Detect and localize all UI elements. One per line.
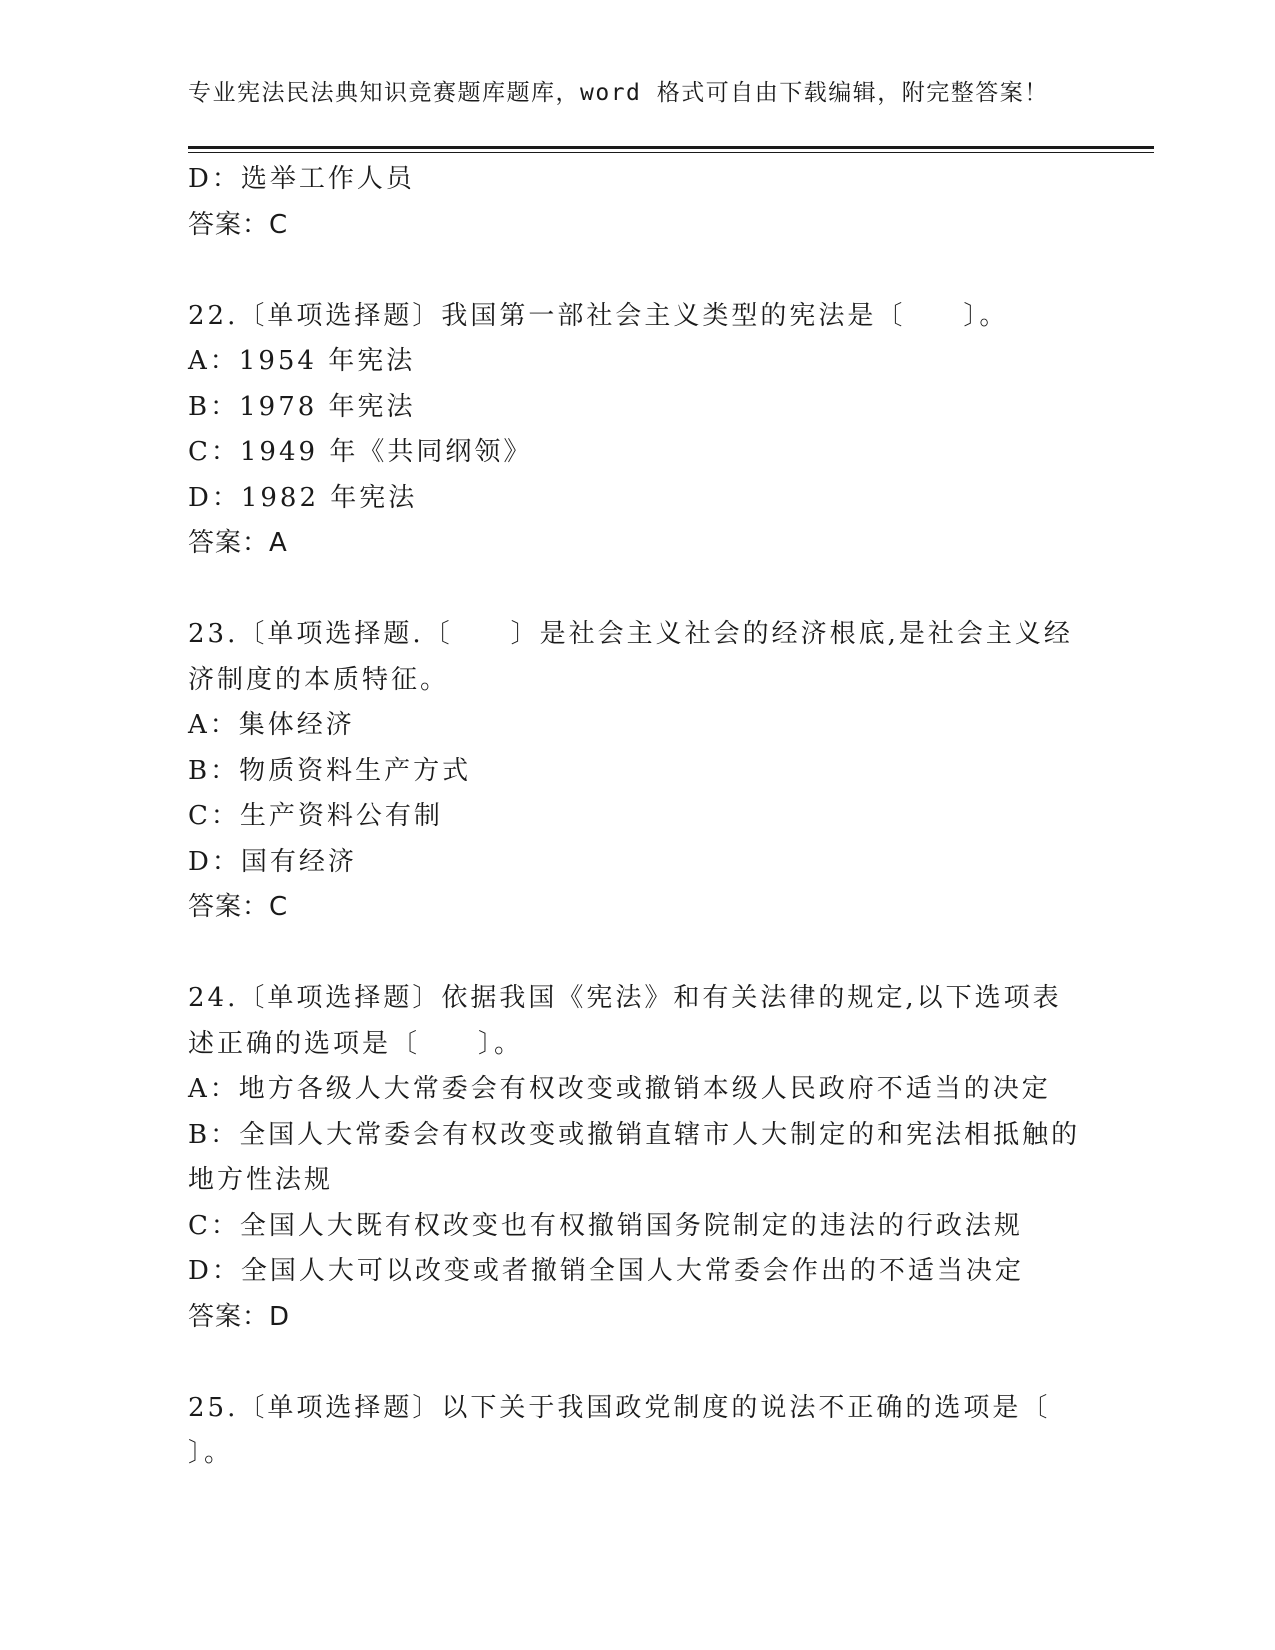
- q24-option-b-line2: 地方性法规: [188, 1165, 334, 1195]
- header-rule-thin: [188, 152, 1154, 153]
- q23-option-a: A：集体经济: [188, 710, 355, 740]
- q24-option-b-line1: B：全国人大常委会有权改变或撤销直辖市人大制定的和宪法相抵触的: [188, 1119, 1081, 1150]
- q22-answer: 答案：A: [188, 528, 288, 558]
- q22-option-c: C：1949 年《共同纲领》: [188, 437, 533, 467]
- q21-answer: 答案：C: [188, 209, 289, 240]
- spacer: [188, 248, 1088, 294]
- page-header: 专业宪法民法典知识竞赛题库题库，word 格式可自由下载编辑，附完整答案！: [188, 80, 1049, 106]
- q23-option-c: C：生产资料公有制: [188, 801, 443, 831]
- header-rule-thick: [188, 146, 1154, 149]
- spacer: [188, 567, 1088, 613]
- q24-stem-line1: 24.〔单项选择题〕依据我国《宪法》和有关法律的规定,以下选项表: [188, 983, 1062, 1013]
- q21-option-d: D：选举工作人员: [188, 164, 415, 194]
- q23-stem-line2: 济制度的本质特征。: [188, 664, 450, 695]
- q24-answer: 答案：D: [188, 1301, 291, 1332]
- q22-option-b: B：1978 年宪法: [188, 391, 416, 422]
- q24-option-a: A：地方各级人大常委会有权改变或撤销本级人民政府不适当的决定: [188, 1074, 1051, 1104]
- q24-option-c: C：全国人大既有权改变也有权撤销国务院制定的违法的行政法规: [188, 1210, 1023, 1241]
- q24-stem-line2: 述正确的选项是〔 〕。: [188, 1028, 524, 1059]
- question-list: [188, 157, 1088, 1477]
- q24-option-d: D：全国人大可以改变或者撤销全国人大常委会作出的不适当决定: [188, 1256, 1024, 1286]
- q22-option-d: D：1982 年宪法: [188, 482, 418, 513]
- spacer: [188, 1340, 1088, 1386]
- q23-option-d: D：国有经济: [188, 846, 357, 877]
- q25-stem-line1: 25.〔单项选择题〕以下关于我国政党制度的说法不正确的选项是〔: [188, 1392, 1051, 1423]
- q23-answer: 答案：C: [188, 892, 289, 922]
- q25-stem-line2: 〕。: [188, 1438, 234, 1468]
- spacer: [188, 931, 1088, 977]
- q23-option-b: B：物质资料生产方式: [188, 755, 472, 786]
- q22-option-a: A：1954 年宪法: [188, 346, 416, 376]
- q22-stem: 22.〔单项选择题〕我国第一部社会主义类型的宪法是〔 〕。: [188, 300, 1009, 331]
- q23-stem-line1: 23.〔单项选择题.〔 〕是社会主义社会的经济根底,是社会主义经: [188, 619, 1073, 649]
